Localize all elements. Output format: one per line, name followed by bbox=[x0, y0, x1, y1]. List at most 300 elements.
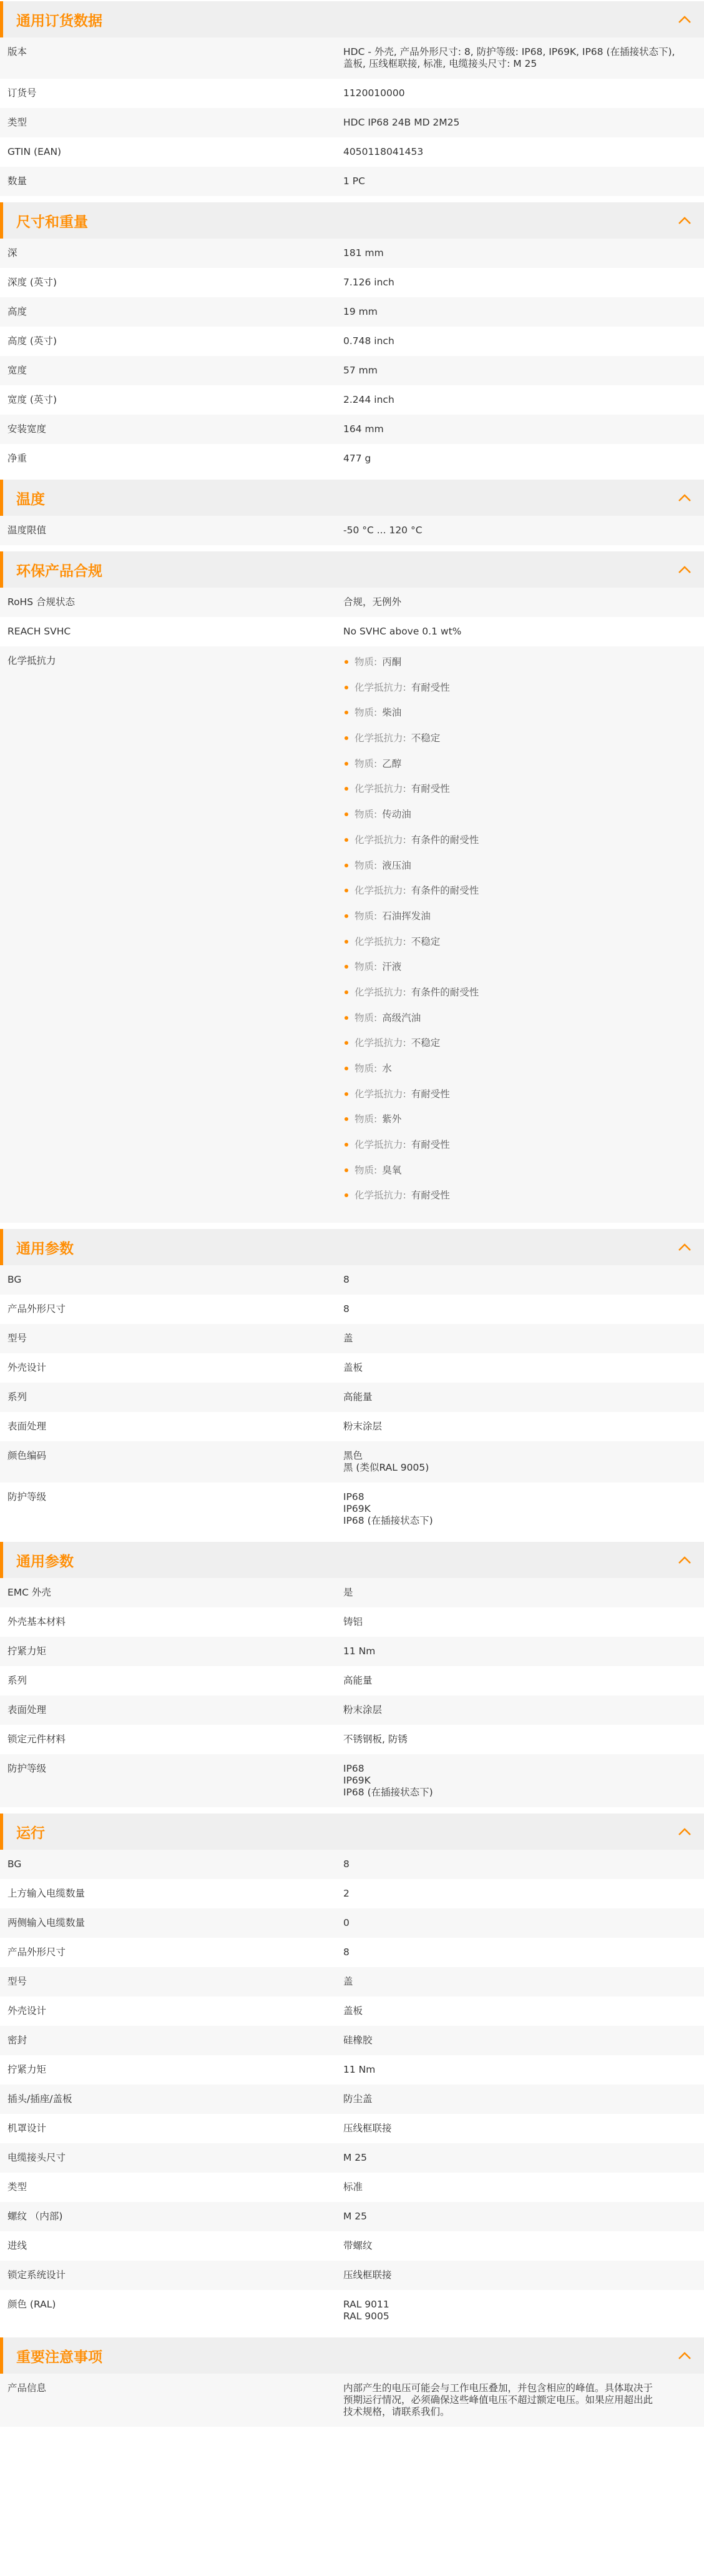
spec-label: 锁定元件材料 bbox=[7, 1734, 66, 1745]
spec-value bbox=[343, 2261, 704, 2290]
spec-value-line: 1 PC bbox=[343, 175, 365, 187]
spec-value bbox=[343, 239, 704, 268]
spec-value-line: HDC IP68 24B MD 2M25 bbox=[343, 117, 460, 128]
spec-value bbox=[343, 79, 704, 108]
section-0 bbox=[0, 1, 704, 196]
spec-row bbox=[0, 1295, 704, 1324]
property-item bbox=[343, 1188, 692, 1214]
spec-label: 两侧输入电缆数量 bbox=[7, 1917, 86, 1929]
section-2 bbox=[0, 480, 704, 545]
spec-value-line: 硅橡胶 bbox=[343, 2035, 373, 2046]
spec-value-line: 粉末涂层 bbox=[343, 1421, 383, 1433]
bullet-dot-icon bbox=[345, 1168, 348, 1172]
spec-value-line: M 25 bbox=[343, 2152, 368, 2164]
spec-label: 外壳设计 bbox=[7, 2005, 47, 2017]
property-value: 不稳定 bbox=[411, 1037, 441, 1049]
spec-value bbox=[343, 2026, 704, 2055]
spec-value-line: 181 mm bbox=[343, 247, 384, 259]
property-value: 紫外 bbox=[382, 1113, 402, 1125]
section-3 bbox=[0, 551, 704, 1223]
chevron-up-icon[interactable] bbox=[677, 11, 693, 27]
spec-label: 型号 bbox=[7, 1333, 27, 1345]
spec-value-line: 内部产生的电压可能会与工作电压叠加，并包含相应的峰值。具体取决于 bbox=[343, 2382, 653, 2394]
spec-value-line: IP68 (在插接状态下) bbox=[343, 1787, 433, 1799]
spec-value-line: 带螺纹 bbox=[343, 2240, 373, 2252]
spec-value bbox=[343, 1879, 704, 1908]
spec-value bbox=[343, 2202, 704, 2231]
property-key: 物质: bbox=[354, 961, 378, 973]
spec-label: 宽度 bbox=[7, 365, 27, 376]
spec-row bbox=[0, 588, 704, 617]
bullet-dot-icon bbox=[345, 1041, 348, 1045]
property-key: 化学抵抗力: bbox=[354, 783, 406, 795]
property-item bbox=[343, 935, 692, 960]
spec-value-line: IP68 bbox=[343, 1763, 364, 1775]
spec-value-line: No SVHC above 0.1 wt% bbox=[343, 626, 462, 637]
spec-value bbox=[343, 1908, 704, 1938]
spec-label: 数量 bbox=[7, 175, 27, 187]
spec-row bbox=[0, 2290, 704, 2331]
property-item bbox=[343, 1163, 692, 1189]
section-title: 温度 bbox=[16, 491, 45, 508]
spec-row bbox=[0, 1666, 704, 1695]
section-header[interactable] bbox=[0, 1229, 704, 1265]
spec-row bbox=[0, 37, 704, 79]
spec-value-line: 盖板 bbox=[343, 1362, 363, 1374]
spec-value-line: M 25 bbox=[343, 2211, 368, 2223]
spec-value bbox=[343, 1295, 704, 1324]
spec-row bbox=[0, 79, 704, 108]
spec-value bbox=[343, 1666, 704, 1695]
property-value: 臭氧 bbox=[382, 1164, 402, 1176]
spec-value bbox=[343, 2085, 704, 2114]
section-header[interactable] bbox=[0, 480, 704, 516]
property-item bbox=[343, 1112, 692, 1138]
spec-label: 颜色编码 bbox=[7, 1450, 47, 1462]
spec-value-line: 黑色 bbox=[343, 1450, 363, 1462]
spec-row bbox=[0, 1578, 704, 1607]
spec-value bbox=[343, 1996, 704, 2026]
spec-value bbox=[343, 167, 704, 196]
spec-row bbox=[0, 1637, 704, 1666]
spec-row bbox=[0, 1324, 704, 1353]
spec-label: 宽度 (英寸) bbox=[7, 394, 57, 405]
property-value: 柴油 bbox=[382, 707, 402, 719]
spec-value-line: 57 mm bbox=[343, 365, 378, 376]
spec-value-line: -50 °C ... 120 °C bbox=[343, 525, 423, 536]
spec-row bbox=[0, 2261, 704, 2290]
property-item bbox=[343, 909, 692, 935]
spec-label: BG bbox=[7, 1858, 22, 1870]
spec-label: 类型 bbox=[7, 2181, 27, 2193]
spec-row bbox=[0, 1695, 704, 1725]
spec-value-line: 压线框联接 bbox=[343, 2123, 392, 2134]
spec-row bbox=[0, 646, 704, 1223]
spec-value-line: 19 mm bbox=[343, 306, 378, 317]
bullet-dot-icon bbox=[345, 660, 348, 664]
spec-label: REACH SVHC bbox=[7, 626, 71, 637]
spec-value-line: IP68 bbox=[343, 1491, 364, 1503]
spec-label: 插头/插座/盖板 bbox=[7, 2093, 72, 2105]
section-header[interactable] bbox=[0, 1814, 704, 1850]
spec-label: 温度限值 bbox=[7, 525, 47, 536]
spec-value-line: 164 mm bbox=[343, 423, 384, 435]
spec-row bbox=[0, 297, 704, 327]
section-header[interactable] bbox=[0, 202, 704, 239]
bullet-dot-icon bbox=[345, 711, 348, 714]
spec-value-line: 2 bbox=[343, 1888, 350, 1900]
spec-value-line: 合规，无例外 bbox=[343, 596, 402, 608]
spec-value bbox=[343, 297, 704, 327]
spec-value-line: RAL 9011 bbox=[343, 2299, 389, 2311]
spec-value bbox=[343, 1483, 704, 1536]
property-list bbox=[343, 655, 692, 1214]
spec-row bbox=[0, 2374, 704, 2427]
property-item bbox=[343, 1087, 692, 1113]
section-body bbox=[0, 1265, 704, 1536]
section-title: 尺寸和重量 bbox=[16, 214, 88, 230]
spec-value bbox=[343, 1850, 704, 1879]
property-key: 物质: bbox=[354, 656, 378, 668]
spec-label: 拧紧力矩 bbox=[7, 2064, 47, 2076]
spec-row bbox=[0, 516, 704, 545]
spec-row bbox=[0, 1383, 704, 1412]
property-value: 有耐受性 bbox=[411, 783, 450, 795]
section-title: 环保产品合规 bbox=[16, 563, 102, 580]
property-value: 液压油 bbox=[382, 859, 411, 871]
section-body bbox=[0, 516, 704, 545]
property-key: 物质: bbox=[354, 1063, 378, 1074]
spec-value bbox=[343, 37, 704, 79]
spec-row bbox=[0, 2026, 704, 2055]
spec-label: 上方输入电缆数量 bbox=[7, 1888, 86, 1900]
spec-value-line: 粉末涂层 bbox=[343, 1704, 383, 1716]
bullet-dot-icon bbox=[345, 1067, 348, 1070]
spec-label: 锁定系统设计 bbox=[7, 2269, 66, 2281]
spec-value-line: RAL 9005 bbox=[343, 2311, 389, 2322]
spec-row bbox=[0, 385, 704, 415]
spec-label: 安装宽度 bbox=[7, 423, 47, 435]
property-value: 乙醇 bbox=[382, 758, 402, 769]
chevron-up-icon[interactable] bbox=[677, 1239, 693, 1255]
spec-value bbox=[343, 268, 704, 297]
spec-value-line: 盖板, 压线框联接, 标准, 电缆接头尺寸: M 25 bbox=[343, 58, 537, 69]
spec-label: BG bbox=[7, 1274, 22, 1286]
spec-row bbox=[0, 415, 704, 444]
spec-label: RoHS 合规状态 bbox=[7, 596, 75, 608]
spec-label: 颜色 (RAL) bbox=[7, 2299, 56, 2311]
spec-value-line: 防尘盖 bbox=[343, 2093, 373, 2105]
spec-label: 深度 (英寸) bbox=[7, 277, 57, 288]
section-header[interactable] bbox=[0, 551, 704, 588]
spec-label: 电缆接头尺寸 bbox=[7, 2152, 66, 2164]
chevron-up-icon[interactable] bbox=[677, 490, 693, 506]
spec-value bbox=[343, 617, 704, 646]
spec-value bbox=[343, 108, 704, 137]
bullet-dot-icon bbox=[345, 914, 348, 918]
spec-value bbox=[343, 1578, 704, 1607]
spec-label: 密封 bbox=[7, 2035, 27, 2046]
property-value: 水 bbox=[382, 1063, 392, 1074]
spec-row bbox=[0, 1908, 704, 1938]
property-value: 有耐受性 bbox=[411, 681, 450, 693]
chevron-up-icon[interactable] bbox=[677, 2347, 693, 2364]
section-body bbox=[0, 1578, 704, 1807]
bullet-dot-icon bbox=[345, 965, 348, 969]
section-header[interactable] bbox=[0, 2337, 704, 2374]
bullet-dot-icon bbox=[345, 812, 348, 816]
spec-label: 产品外形尺寸 bbox=[7, 1303, 66, 1315]
spec-value-line: 铸铝 bbox=[343, 1616, 363, 1628]
property-item bbox=[343, 681, 692, 706]
property-value: 有耐受性 bbox=[411, 1088, 450, 1100]
bullet-dot-icon bbox=[345, 1193, 348, 1197]
bullet-dot-icon bbox=[345, 787, 348, 791]
property-value: 有耐受性 bbox=[411, 1190, 450, 1202]
spec-row bbox=[0, 1607, 704, 1637]
spec-label: 防护等级 bbox=[7, 1491, 47, 1503]
spec-value bbox=[343, 588, 704, 617]
spec-value bbox=[343, 1265, 704, 1295]
property-key: 化学抵抗力: bbox=[354, 1190, 406, 1202]
property-item bbox=[343, 655, 692, 681]
spec-value bbox=[343, 327, 704, 356]
chevron-up-icon[interactable] bbox=[677, 212, 693, 229]
chevron-up-icon[interactable] bbox=[677, 1552, 693, 1568]
property-item bbox=[343, 807, 692, 833]
bullet-dot-icon bbox=[345, 1016, 348, 1020]
spec-value bbox=[343, 2055, 704, 2085]
spec-row bbox=[0, 1412, 704, 1441]
property-item bbox=[343, 960, 692, 985]
section-body bbox=[0, 239, 704, 473]
property-key: 化学抵抗力: bbox=[354, 1139, 406, 1151]
spec-label: 螺纹 （内部) bbox=[7, 2211, 63, 2223]
spec-label: 外壳基本材料 bbox=[7, 1616, 66, 1628]
spec-value-line: 8 bbox=[343, 1303, 350, 1315]
section-5 bbox=[0, 1542, 704, 1807]
section-body bbox=[0, 1850, 704, 2331]
spec-value-line: 7.126 inch bbox=[343, 277, 394, 288]
spec-row bbox=[0, 356, 704, 385]
spec-row bbox=[0, 327, 704, 356]
spec-row bbox=[0, 167, 704, 196]
spec-label: 系列 bbox=[7, 1675, 27, 1687]
bullet-dot-icon bbox=[345, 1143, 348, 1147]
spec-value-line: 4050118041453 bbox=[343, 146, 424, 157]
property-value: 有条件的耐受性 bbox=[411, 986, 479, 998]
spec-label: 类型 bbox=[7, 117, 27, 128]
property-key: 化学抵抗力: bbox=[354, 935, 406, 947]
section-title: 通用订货数据 bbox=[16, 12, 102, 29]
spec-row bbox=[0, 137, 704, 167]
property-key: 物质: bbox=[354, 1113, 378, 1125]
spec-value-line: 盖 bbox=[343, 1333, 353, 1345]
bullet-dot-icon bbox=[345, 1117, 348, 1121]
spec-label: 产品信息 bbox=[7, 2382, 47, 2394]
spec-label: 表面处理 bbox=[7, 1421, 47, 1433]
spec-value-line: 2.244 inch bbox=[343, 394, 394, 405]
spec-value-line: 盖板 bbox=[343, 2005, 363, 2017]
property-key: 化学抵抗力: bbox=[354, 1037, 406, 1049]
property-value: 不稳定 bbox=[411, 733, 441, 744]
spec-value bbox=[343, 2114, 704, 2143]
spec-value-line: 不锈钢板, 防锈 bbox=[343, 1734, 408, 1745]
spec-value-line: 是 bbox=[343, 1587, 353, 1599]
chevron-up-icon[interactable] bbox=[677, 1823, 693, 1840]
property-key: 物质: bbox=[354, 859, 378, 871]
spec-value-line: 黑 (类似RAL 9005) bbox=[343, 1462, 429, 1474]
spec-value-line: IP69K bbox=[343, 1775, 371, 1787]
property-key: 化学抵抗力: bbox=[354, 733, 406, 744]
spec-value bbox=[343, 415, 704, 444]
spec-value bbox=[343, 1383, 704, 1412]
spec-row bbox=[0, 1850, 704, 1879]
spec-row bbox=[0, 239, 704, 268]
spec-value bbox=[343, 2290, 704, 2331]
spec-row bbox=[0, 1265, 704, 1295]
spec-value bbox=[343, 1637, 704, 1666]
spec-value bbox=[343, 1324, 704, 1353]
spec-value bbox=[343, 2374, 704, 2427]
bullet-dot-icon bbox=[345, 990, 348, 994]
property-value: 有条件的耐受性 bbox=[411, 834, 479, 846]
section-body bbox=[0, 588, 704, 1223]
spec-row bbox=[0, 617, 704, 646]
spec-value-line: 高能量 bbox=[343, 1391, 373, 1403]
spec-label: 系列 bbox=[7, 1391, 27, 1403]
spec-label: 进线 bbox=[7, 2240, 27, 2252]
spec-label: 高度 (英寸) bbox=[7, 335, 57, 347]
spec-value-line: 8 bbox=[343, 1274, 350, 1286]
property-key: 物质: bbox=[354, 758, 378, 769]
spec-value-line: HDC - 外壳, 产品外形尺寸: 8, 防护等级: IP68, IP69K, IP68 (在插接状态下), bbox=[343, 46, 675, 57]
property-key: 化学抵抗力: bbox=[354, 986, 406, 998]
spec-label: 外壳设计 bbox=[7, 1362, 47, 1374]
property-item bbox=[343, 884, 692, 909]
section-title: 运行 bbox=[16, 1825, 45, 1842]
spec-row bbox=[0, 1483, 704, 1536]
spec-value-line: 8 bbox=[343, 1947, 350, 1958]
property-item bbox=[343, 1011, 692, 1037]
property-item bbox=[343, 731, 692, 757]
spec-value-line: 压线框联接 bbox=[343, 2269, 392, 2281]
spec-value-line: 0.748 inch bbox=[343, 335, 394, 347]
spec-value bbox=[343, 2173, 704, 2202]
property-item bbox=[343, 859, 692, 884]
property-value: 有耐受性 bbox=[411, 1139, 450, 1151]
spec-row bbox=[0, 1754, 704, 1807]
spec-label: 版本 bbox=[7, 46, 27, 57]
spec-label: 型号 bbox=[7, 1976, 27, 1988]
spec-row bbox=[0, 1967, 704, 1996]
property-key: 物质: bbox=[354, 809, 378, 821]
spec-label: 化学抵抗力 bbox=[7, 655, 56, 666]
spec-label: 高度 bbox=[7, 306, 27, 317]
spec-value-line: 8 bbox=[343, 1858, 350, 1870]
spec-label: 订货号 bbox=[7, 87, 37, 99]
spec-value-line: 标准 bbox=[343, 2181, 363, 2193]
property-value: 丙酮 bbox=[382, 656, 402, 668]
bullet-dot-icon bbox=[345, 686, 348, 689]
chevron-up-icon[interactable] bbox=[677, 561, 693, 578]
spec-value-line: 技术规格，请联系我们。 bbox=[343, 2406, 450, 2418]
section-body bbox=[0, 37, 704, 196]
bullet-dot-icon bbox=[345, 838, 348, 842]
section-7 bbox=[0, 2337, 704, 2427]
spec-value bbox=[343, 516, 704, 545]
spec-value bbox=[343, 356, 704, 385]
spec-value bbox=[343, 1938, 704, 1967]
property-value: 高级汽油 bbox=[382, 1012, 421, 1024]
spec-value-line: IP68 (在插接状态下) bbox=[343, 1515, 433, 1527]
spec-value bbox=[343, 646, 704, 1223]
spec-value-line: IP69K bbox=[343, 1503, 371, 1515]
spec-row bbox=[0, 1938, 704, 1967]
section-4 bbox=[0, 1229, 704, 1536]
bullet-dot-icon bbox=[345, 940, 348, 944]
spec-label: 表面处理 bbox=[7, 1704, 47, 1716]
section-header[interactable] bbox=[0, 1542, 704, 1578]
property-key: 化学抵抗力: bbox=[354, 834, 406, 846]
spec-label: GTIN (EAN) bbox=[7, 146, 62, 157]
section-title: 通用参数 bbox=[16, 1553, 74, 1570]
spec-value-line: 11 Nm bbox=[343, 2064, 376, 2076]
spec-value bbox=[343, 1725, 704, 1754]
spec-row bbox=[0, 1879, 704, 1908]
bullet-dot-icon bbox=[345, 889, 348, 892]
spec-row bbox=[0, 1353, 704, 1383]
spec-label: 产品外形尺寸 bbox=[7, 1947, 66, 1958]
property-key: 化学抵抗力: bbox=[354, 885, 406, 897]
spec-value bbox=[343, 1695, 704, 1725]
spec-row bbox=[0, 2085, 704, 2114]
spec-label: 拧紧力矩 bbox=[7, 1646, 47, 1657]
section-header[interactable] bbox=[0, 1, 704, 37]
spec-value-line: 盖 bbox=[343, 1976, 353, 1988]
spec-value bbox=[343, 1353, 704, 1383]
bullet-dot-icon bbox=[345, 864, 348, 867]
property-key: 物质: bbox=[354, 910, 378, 922]
spec-value-line: 高能量 bbox=[343, 1675, 373, 1687]
spec-row bbox=[0, 1725, 704, 1754]
section-1 bbox=[0, 202, 704, 473]
spec-label: 防护等级 bbox=[7, 1763, 47, 1775]
spec-value bbox=[343, 1412, 704, 1441]
spec-value-line: 0 bbox=[343, 1917, 350, 1929]
spec-row bbox=[0, 2114, 704, 2143]
spec-value bbox=[343, 2143, 704, 2173]
spec-row bbox=[0, 2202, 704, 2231]
spec-value-line: 1120010000 bbox=[343, 87, 405, 99]
spec-label: EMC 外壳 bbox=[7, 1587, 51, 1599]
property-item bbox=[343, 833, 692, 859]
property-key: 化学抵抗力: bbox=[354, 1088, 406, 1100]
property-value: 不稳定 bbox=[411, 935, 441, 947]
spec-value-line: 477 g bbox=[343, 453, 371, 464]
property-value: 石油挥发油 bbox=[382, 910, 431, 922]
property-item bbox=[343, 1062, 692, 1087]
property-item bbox=[343, 1036, 692, 1062]
spec-value bbox=[343, 1441, 704, 1483]
spec-row bbox=[0, 108, 704, 137]
spec-label: 深 bbox=[7, 247, 17, 259]
spec-row bbox=[0, 2231, 704, 2261]
spec-value bbox=[343, 2231, 704, 2261]
property-value: 汗液 bbox=[382, 961, 402, 973]
spec-value-line: 预期运行情况，必须确保这些峰值电压不超过额定电压。如果应用超出此 bbox=[343, 2394, 653, 2406]
property-item bbox=[343, 1138, 692, 1163]
